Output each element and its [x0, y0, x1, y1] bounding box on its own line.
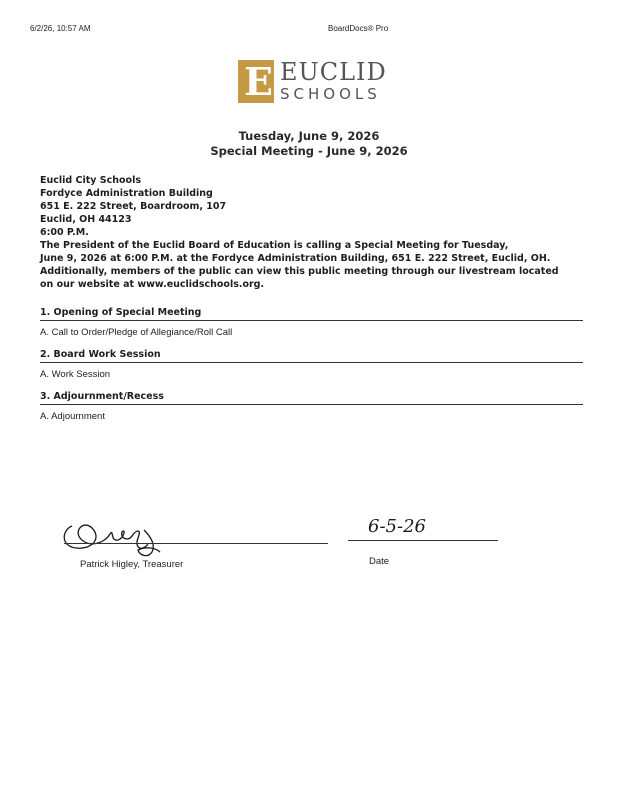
- info-line: Euclid, OH 44123: [40, 214, 132, 225]
- logo-wordmark-bottom: SCHOOLS: [280, 85, 381, 103]
- date-label: Date: [369, 556, 390, 567]
- section-heading: 3. Adjournment/Recess: [40, 391, 164, 402]
- logo-letter: E: [244, 59, 273, 104]
- info-line: 6:00 P.M.: [40, 227, 89, 238]
- meeting-info: [40, 174, 590, 291]
- info-line: on our website at www.euclidschools.org.: [40, 279, 265, 290]
- info-line: The President of the Euclid Board of Education is calling a Special Meeting for Tuesday,: [40, 240, 509, 251]
- date-line: [348, 540, 498, 541]
- agenda-item: A. Call to Order/Pledge of Allegiance/Roll Call: [40, 327, 233, 338]
- section-divider: [40, 362, 583, 363]
- section-divider: [40, 320, 583, 321]
- meeting-date-title: Tuesday, June 9, 2026: [238, 129, 380, 143]
- treasurer-signature: [58, 508, 168, 564]
- logo-wordmark-top: EUCLID: [280, 58, 387, 86]
- info-line: Fordyce Administration Building: [40, 188, 213, 199]
- signature-line: [64, 543, 328, 544]
- info-line: Additionally, members of the public can view this public meeting through our livestream located: [40, 266, 559, 277]
- section-divider: [40, 404, 583, 405]
- agenda-item: A. Adjournment: [40, 411, 105, 422]
- app-name: BoardDocs® Pro: [328, 24, 389, 33]
- signer-label: Patrick Higley, Treasurer: [80, 559, 184, 570]
- print-timestamp: 6/2/26, 10:57 AM: [30, 24, 91, 33]
- section-heading: 2. Board Work Session: [40, 349, 161, 360]
- info-line: Euclid City Schools: [40, 175, 141, 186]
- handwritten-date: 6-5-26: [368, 516, 426, 537]
- section-heading: 1. Opening of Special Meeting: [40, 307, 202, 318]
- agenda-item: A. Work Session: [40, 369, 111, 380]
- info-line: 651 E. 222 Street, Boardroom, 107: [40, 201, 227, 212]
- info-line: June 9, 2026 at 6:00 P.M. at the Fordyce Administration Building, 651 E. 222 Street, Euclid, OH.: [40, 253, 551, 264]
- meeting-type-title: Special Meeting - June 9, 2026: [210, 144, 408, 158]
